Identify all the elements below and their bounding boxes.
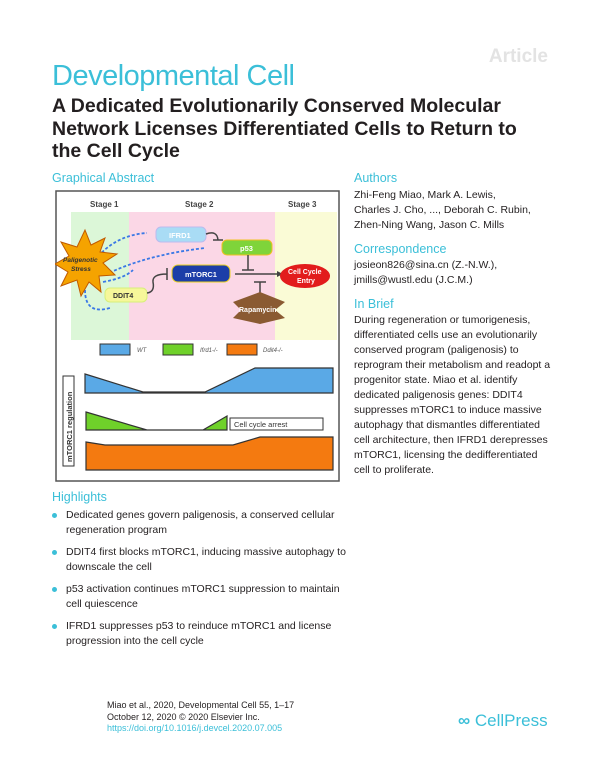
ifrd1-node: IFRD1: [169, 231, 191, 240]
article-label: Article: [488, 46, 548, 67]
p53-node: p53: [240, 244, 253, 253]
in-brief-text: During regeneration or tumorigenesis, differentiated cells use an evolutionarily conserved program (paligenosis) to reprogram their metabolism and readopt a progenitor state. Miao et al. identify dedicated paligenosis genes: DDIT4 suppresses mTORC1 to induce massive autophagy that dismantles differentiated cell architecture, then IFRD1 derepresses mTORC1, licensing the dedifferentiated cell to proliferate.: [354, 314, 551, 476]
stress-label-2: Stress: [71, 266, 91, 273]
authors-list: Zhi-Feng Miao, Mark A. Lewis, Charles J. Cho, ..., Deborah C. Rubin, Zhen-Ning Wang, Jason C. Mills: [354, 189, 531, 231]
authors-heading: Authors: [354, 171, 398, 185]
correspondence-heading: Correspondence: [354, 242, 447, 256]
stage-label: Stage 1: [90, 200, 119, 209]
axis-label: mTORC1 regulation: [65, 391, 74, 462]
ddit4-node: DDIT4: [113, 293, 134, 300]
mtorc1-node: mTORC1: [185, 270, 217, 279]
cellpress-logo: ∞ CellPress: [458, 711, 548, 730]
graphical-abstract-heading: Graphical Abstract: [52, 171, 155, 185]
legend-ifrd1: Ifrd1-/-: [200, 348, 218, 354]
cellpress-icon: ∞: [458, 711, 471, 730]
legend-ddit4: Ddit4-/-: [263, 348, 283, 354]
legend-wt: WT: [137, 348, 147, 354]
correspondence-emails[interactable]: josieon826@sina.cn (Z.-N.W.), jmills@wustl.edu (J.C.M.): [354, 259, 498, 286]
paper-title: A Dedicated Evolutionarily Conserved Molecular Network Licenses Differentiated Cells to Return to the Cell Cycle: [52, 95, 517, 162]
doi-link[interactable]: https://doi.org/10.1016/j.devcel.2020.07.005: [107, 723, 283, 733]
in-brief-heading: In Brief: [354, 297, 394, 311]
journal-name: Developmental Cell: [52, 60, 295, 92]
highlight-item: DDIT4 first blocks mTORC1, inducing massive autophagy to downscale the cell: [52, 545, 356, 575]
highlight-item: p53 activation continues mTORC1 suppression to maintain cell quiescence: [52, 582, 356, 612]
stage-label: Stage 2: [185, 200, 214, 209]
highlight-item: Dedicated genes govern paligenosis, a conserved cellular regeneration program: [52, 508, 356, 538]
cell-cycle-arrest-label: Cell cycle arrest: [234, 420, 288, 429]
graphical-abstract: [55, 190, 340, 482]
stage-label: Stage 3: [288, 200, 317, 209]
highlights-heading: Highlights: [52, 490, 107, 504]
citation: Miao et al., 2020, Developmental Cell 55, 1–17: [107, 700, 295, 710]
rapamycin-node: Rapamycin: [239, 307, 277, 314]
cell-cycle-entry-node-2: Entry: [297, 278, 315, 285]
citation-footer: [107, 700, 294, 735]
highlight-item: IFRD1 suppresses p53 to reinduce mTORC1 and license progression into the cell cycle: [52, 619, 356, 649]
stress-label: Paligenotic: [63, 257, 98, 264]
cell-cycle-entry-node: Cell Cycle: [288, 269, 322, 276]
copyright: October 12, 2020 © 2020 Elsevier Inc.: [107, 711, 260, 722]
